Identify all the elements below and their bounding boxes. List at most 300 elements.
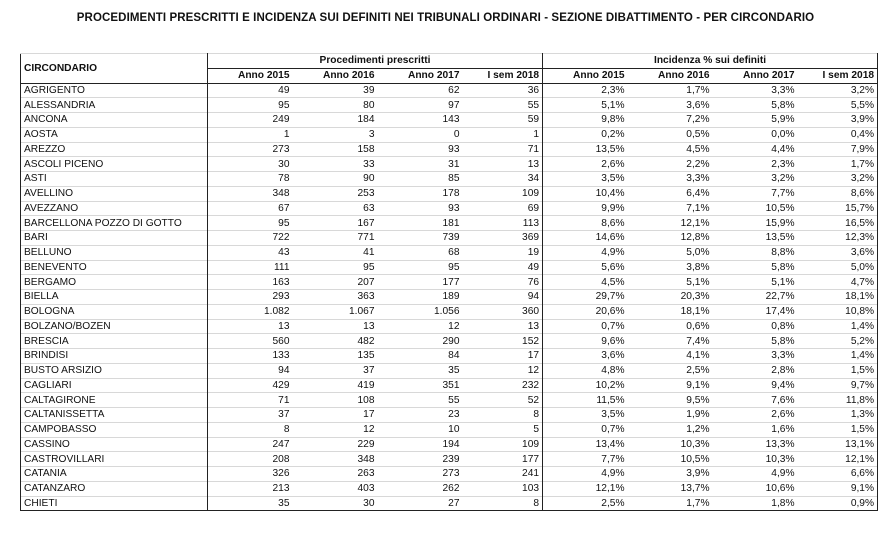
prescritti-2017-cell: 189	[378, 290, 463, 305]
prescritti-2015-cell: 94	[208, 363, 293, 378]
incidenza-isem2018-cell: 0,4%	[798, 127, 878, 142]
prescritti-isem2018-cell: 69	[463, 201, 543, 216]
incidenza-2016-cell: 6,4%	[628, 186, 713, 201]
circondario-cell: ASCOLI PICENO	[21, 157, 208, 172]
prescritti-2016-cell: 41	[293, 245, 378, 260]
prescritti-2016-cell: 363	[293, 290, 378, 305]
incidenza-2016-cell: 10,3%	[628, 437, 713, 452]
incidenza-2017-cell: 8,8%	[713, 245, 798, 260]
prescritti-2015-cell: 49	[208, 83, 293, 98]
incidenza-2015-cell: 3,6%	[543, 349, 628, 364]
circondario-cell: BRESCIA	[21, 334, 208, 349]
prescritti-2017-cell: 739	[378, 231, 463, 246]
data-table	[20, 53, 878, 511]
incidenza-2016-cell: 0,6%	[628, 319, 713, 334]
table-row	[21, 186, 878, 201]
incidenza-2016-cell: 9,1%	[628, 378, 713, 393]
prescritti-isem2018-cell: 8	[463, 496, 543, 511]
circondario-cell: AVEZZANO	[21, 201, 208, 216]
incidenza-2015-cell: 8,6%	[543, 216, 628, 231]
incidenza-2015-cell: 5,1%	[543, 98, 628, 113]
table-row	[21, 481, 878, 496]
incidenza-isem2018-cell: 6,6%	[798, 467, 878, 482]
prescritti-2016-cell: 13	[293, 319, 378, 334]
prescritti-isem2018-cell: 177	[463, 452, 543, 467]
prescritti-2016-cell: 30	[293, 496, 378, 511]
prescritti-2017-cell: 177	[378, 275, 463, 290]
table-row	[21, 290, 878, 305]
incidenza-2016-cell: 7,4%	[628, 334, 713, 349]
prescritti-isem2018-cell: 12	[463, 363, 543, 378]
prescritti-2017-cell: 273	[378, 467, 463, 482]
circondario-cell: BENEVENTO	[21, 260, 208, 275]
circondario-cell: BUSTO ARSIZIO	[21, 363, 208, 378]
prescritti-2017-cell: 181	[378, 216, 463, 231]
incidenza-2017-cell: 5,8%	[713, 260, 798, 275]
prescritti-2017-cell: 68	[378, 245, 463, 260]
prescritti-2015-cell: 273	[208, 142, 293, 157]
circondario-cell: CALTAGIRONE	[21, 393, 208, 408]
prescritti-isem2018-cell: 1	[463, 127, 543, 142]
incidenza-isem2018-cell: 5,2%	[798, 334, 878, 349]
incidenza-2017-cell: 7,6%	[713, 393, 798, 408]
incidenza-2016-cell: 7,2%	[628, 113, 713, 128]
prescritti-2017-cell: 0	[378, 127, 463, 142]
prescritti-2015-cell: 95	[208, 98, 293, 113]
incidenza-isem2018-cell: 0,9%	[798, 496, 878, 511]
incidenza-isem2018-cell: 9,7%	[798, 378, 878, 393]
incidenza-isem2018-cell: 8,6%	[798, 186, 878, 201]
circondario-cell: BARCELLONA POZZO DI GOTTO	[21, 216, 208, 231]
prescritti-2017-cell: 85	[378, 172, 463, 187]
circondario-cell: ANCONA	[21, 113, 208, 128]
incidenza-2017-cell: 3,3%	[713, 349, 798, 364]
table-row	[21, 98, 878, 113]
incidenza-2016-cell: 20,3%	[628, 290, 713, 305]
incidenza-2017-cell: 10,5%	[713, 201, 798, 216]
incidenza-2017-cell: 13,3%	[713, 437, 798, 452]
prescritti-2017-cell: 55	[378, 393, 463, 408]
prescritti-isem2018-cell: 369	[463, 231, 543, 246]
incidenza-isem2018-cell: 4,7%	[798, 275, 878, 290]
prescritti-2017-cell: 239	[378, 452, 463, 467]
incidenza-2016-cell: 9,5%	[628, 393, 713, 408]
prescritti-2016-cell: 419	[293, 378, 378, 393]
incidenza-isem2018-cell: 1,3%	[798, 408, 878, 423]
prescritti-isem2018-cell: 17	[463, 349, 543, 364]
incidenza-isem2018-cell: 1,5%	[798, 363, 878, 378]
prescritti-2017-cell: 23	[378, 408, 463, 423]
prescritti-isem2018-cell: 109	[463, 186, 543, 201]
incidenza-2016-cell: 3,8%	[628, 260, 713, 275]
incidenza-2015-cell: 20,6%	[543, 304, 628, 319]
prescritti-2017-cell: 351	[378, 378, 463, 393]
incidenza-2015-cell: 12,1%	[543, 481, 628, 496]
incidenza-2017-cell: 4,4%	[713, 142, 798, 157]
prescritti-2016-cell: 263	[293, 467, 378, 482]
prescritti-2015-cell: 429	[208, 378, 293, 393]
prescritti-2015-cell: 326	[208, 467, 293, 482]
circondario-cell: AGRIGENTO	[21, 83, 208, 98]
table-row	[21, 319, 878, 334]
prescritti-2016-cell: 37	[293, 363, 378, 378]
incidenza-2017-cell: 2,6%	[713, 408, 798, 423]
table-row	[21, 142, 878, 157]
incidenza-2017-cell: 5,9%	[713, 113, 798, 128]
circondario-cell: AOSTA	[21, 127, 208, 142]
prescritti-2016-cell: 95	[293, 260, 378, 275]
table-row	[21, 363, 878, 378]
header-group-prescritti: Procedimenti prescritti	[208, 54, 543, 69]
incidenza-2016-cell: 12,8%	[628, 231, 713, 246]
prescritti-2015-cell: 111	[208, 260, 293, 275]
incidenza-2017-cell: 5,1%	[713, 275, 798, 290]
incidenza-2016-cell: 13,7%	[628, 481, 713, 496]
prescritti-2016-cell: 33	[293, 157, 378, 172]
incidenza-isem2018-cell: 13,1%	[798, 437, 878, 452]
prescritti-2015-cell: 8	[208, 422, 293, 437]
prescritti-2015-cell: 247	[208, 437, 293, 452]
prescritti-isem2018-cell: 52	[463, 393, 543, 408]
prescritti-2016-cell: 17	[293, 408, 378, 423]
incidenza-2015-cell: 13,5%	[543, 142, 628, 157]
prescritti-2016-cell: 482	[293, 334, 378, 349]
table-row	[21, 378, 878, 393]
incidenza-isem2018-cell: 3,6%	[798, 245, 878, 260]
header-incidenza-2015: Anno 2015	[543, 68, 628, 83]
prescritti-isem2018-cell: 113	[463, 216, 543, 231]
incidenza-isem2018-cell: 5,5%	[798, 98, 878, 113]
prescritti-isem2018-cell: 103	[463, 481, 543, 496]
prescritti-2015-cell: 133	[208, 349, 293, 364]
prescritti-2016-cell: 158	[293, 142, 378, 157]
prescritti-2015-cell: 293	[208, 290, 293, 305]
prescritti-2016-cell: 229	[293, 437, 378, 452]
incidenza-isem2018-cell: 9,1%	[798, 481, 878, 496]
table-row	[21, 260, 878, 275]
incidenza-2017-cell: 4,9%	[713, 467, 798, 482]
prescritti-2017-cell: 10	[378, 422, 463, 437]
circondario-cell: ASTI	[21, 172, 208, 187]
incidenza-2015-cell: 0,2%	[543, 127, 628, 142]
incidenza-2016-cell: 2,2%	[628, 157, 713, 172]
table-row	[21, 467, 878, 482]
prescritti-2015-cell: 208	[208, 452, 293, 467]
prescritti-isem2018-cell: 59	[463, 113, 543, 128]
header-prescritti-2017: Anno 2017	[378, 68, 463, 83]
prescritti-2017-cell: 143	[378, 113, 463, 128]
incidenza-2015-cell: 2,5%	[543, 496, 628, 511]
incidenza-2015-cell: 3,5%	[543, 408, 628, 423]
circondario-cell: CALTANISSETTA	[21, 408, 208, 423]
prescritti-2016-cell: 90	[293, 172, 378, 187]
prescritti-2017-cell: 290	[378, 334, 463, 349]
incidenza-isem2018-cell: 3,9%	[798, 113, 878, 128]
incidenza-2015-cell: 10,4%	[543, 186, 628, 201]
table-row	[21, 408, 878, 423]
incidenza-2017-cell: 0,8%	[713, 319, 798, 334]
incidenza-2015-cell: 9,6%	[543, 334, 628, 349]
incidenza-isem2018-cell: 12,1%	[798, 452, 878, 467]
prescritti-2017-cell: 95	[378, 260, 463, 275]
circondario-cell: BARI	[21, 231, 208, 246]
incidenza-2017-cell: 1,8%	[713, 496, 798, 511]
incidenza-2016-cell: 4,5%	[628, 142, 713, 157]
table-row	[21, 157, 878, 172]
incidenza-2017-cell: 5,8%	[713, 98, 798, 113]
incidenza-2017-cell: 17,4%	[713, 304, 798, 319]
incidenza-2015-cell: 4,9%	[543, 245, 628, 260]
incidenza-2017-cell: 0,0%	[713, 127, 798, 142]
prescritti-2017-cell: 262	[378, 481, 463, 496]
circondario-cell: BOLOGNA	[21, 304, 208, 319]
prescritti-2015-cell: 30	[208, 157, 293, 172]
table-row	[21, 422, 878, 437]
table-row	[21, 349, 878, 364]
circondario-cell: CATANZARO	[21, 481, 208, 496]
header-incidenza-2016: Anno 2016	[628, 68, 713, 83]
circondario-cell: BOLZANO/BOZEN	[21, 319, 208, 334]
incidenza-2015-cell: 2,3%	[543, 83, 628, 98]
incidenza-2015-cell: 5,6%	[543, 260, 628, 275]
incidenza-2017-cell: 13,5%	[713, 231, 798, 246]
prescritti-2017-cell: 35	[378, 363, 463, 378]
circondario-cell: BERGAMO	[21, 275, 208, 290]
prescritti-2015-cell: 78	[208, 172, 293, 187]
incidenza-2017-cell: 9,4%	[713, 378, 798, 393]
incidenza-2016-cell: 2,5%	[628, 363, 713, 378]
header-prescritti-isem2018: I sem 2018	[463, 68, 543, 83]
table-row	[21, 83, 878, 98]
header-prescritti-2016: Anno 2016	[293, 68, 378, 83]
incidenza-2016-cell: 5,0%	[628, 245, 713, 260]
prescritti-2016-cell: 253	[293, 186, 378, 201]
incidenza-2017-cell: 2,8%	[713, 363, 798, 378]
prescritti-2017-cell: 84	[378, 349, 463, 364]
prescritti-2015-cell: 249	[208, 113, 293, 128]
incidenza-2015-cell: 4,5%	[543, 275, 628, 290]
incidenza-2015-cell: 29,7%	[543, 290, 628, 305]
header-circondario: CIRCONDARIO	[21, 54, 208, 84]
incidenza-2016-cell: 1,9%	[628, 408, 713, 423]
incidenza-isem2018-cell: 5,0%	[798, 260, 878, 275]
prescritti-isem2018-cell: 232	[463, 378, 543, 393]
circondario-cell: BIELLA	[21, 290, 208, 305]
table-row	[21, 172, 878, 187]
circondario-cell: CASTROVILLARI	[21, 452, 208, 467]
incidenza-2015-cell: 0,7%	[543, 319, 628, 334]
prescritti-isem2018-cell: 76	[463, 275, 543, 290]
circondario-cell: BRINDISI	[21, 349, 208, 364]
prescritti-2017-cell: 93	[378, 142, 463, 157]
incidenza-isem2018-cell: 1,4%	[798, 349, 878, 364]
prescritti-2015-cell: 37	[208, 408, 293, 423]
prescritti-2016-cell: 39	[293, 83, 378, 98]
prescritti-isem2018-cell: 49	[463, 260, 543, 275]
incidenza-2017-cell: 7,7%	[713, 186, 798, 201]
prescritti-2016-cell: 167	[293, 216, 378, 231]
prescritti-2016-cell: 3	[293, 127, 378, 142]
prescritti-2015-cell: 163	[208, 275, 293, 290]
incidenza-2015-cell: 3,5%	[543, 172, 628, 187]
incidenza-2017-cell: 3,2%	[713, 172, 798, 187]
incidenza-2016-cell: 4,1%	[628, 349, 713, 364]
circondario-cell: CATANIA	[21, 467, 208, 482]
prescritti-isem2018-cell: 152	[463, 334, 543, 349]
incidenza-2017-cell: 1,6%	[713, 422, 798, 437]
circondario-cell: ALESSANDRIA	[21, 98, 208, 113]
prescritti-2017-cell: 62	[378, 83, 463, 98]
circondario-cell: CAMPOBASSO	[21, 422, 208, 437]
prescritti-isem2018-cell: 13	[463, 319, 543, 334]
header-group-incidenza: Incidenza % sui definiti	[543, 54, 878, 69]
incidenza-2016-cell: 1,7%	[628, 496, 713, 511]
prescritti-2015-cell: 1.082	[208, 304, 293, 319]
prescritti-2015-cell: 560	[208, 334, 293, 349]
prescritti-2015-cell: 95	[208, 216, 293, 231]
prescritti-2017-cell: 12	[378, 319, 463, 334]
incidenza-2017-cell: 22,7%	[713, 290, 798, 305]
incidenza-2015-cell: 7,7%	[543, 452, 628, 467]
incidenza-isem2018-cell: 1,4%	[798, 319, 878, 334]
table-row	[21, 452, 878, 467]
incidenza-2015-cell: 14,6%	[543, 231, 628, 246]
prescritti-isem2018-cell: 19	[463, 245, 543, 260]
prescritti-2016-cell: 63	[293, 201, 378, 216]
table-row	[21, 113, 878, 128]
prescritti-2017-cell: 178	[378, 186, 463, 201]
circondario-cell: AREZZO	[21, 142, 208, 157]
prescritti-isem2018-cell: 109	[463, 437, 543, 452]
table-row	[21, 201, 878, 216]
incidenza-2016-cell: 3,3%	[628, 172, 713, 187]
prescritti-2017-cell: 27	[378, 496, 463, 511]
prescritti-2016-cell: 348	[293, 452, 378, 467]
incidenza-2016-cell: 5,1%	[628, 275, 713, 290]
incidenza-2017-cell: 3,3%	[713, 83, 798, 98]
prescritti-2016-cell: 207	[293, 275, 378, 290]
header-incidenza-isem2018: I sem 2018	[798, 68, 878, 83]
incidenza-isem2018-cell: 10,8%	[798, 304, 878, 319]
incidenza-2015-cell: 11,5%	[543, 393, 628, 408]
prescritti-2016-cell: 135	[293, 349, 378, 364]
prescritti-2015-cell: 67	[208, 201, 293, 216]
prescritti-isem2018-cell: 241	[463, 467, 543, 482]
prescritti-2016-cell: 1.067	[293, 304, 378, 319]
table-row	[21, 275, 878, 290]
table-row	[21, 393, 878, 408]
prescritti-isem2018-cell: 360	[463, 304, 543, 319]
incidenza-2016-cell: 1,2%	[628, 422, 713, 437]
incidenza-2017-cell: 5,8%	[713, 334, 798, 349]
prescritti-2017-cell: 194	[378, 437, 463, 452]
incidenza-2016-cell: 3,6%	[628, 98, 713, 113]
prescritti-2017-cell: 31	[378, 157, 463, 172]
incidenza-isem2018-cell: 15,7%	[798, 201, 878, 216]
prescritti-2015-cell: 35	[208, 496, 293, 511]
incidenza-isem2018-cell: 11,8%	[798, 393, 878, 408]
document-title: PROCEDIMENTI PRESCRITTI E INCIDENZA SUI DEFINITI NEI TRIBUNALI ORDINARI - SEZIONE DIBATTIMENTO - PER CIRCONDARIO	[76, 12, 815, 24]
circondario-cell: CAGLIARI	[21, 378, 208, 393]
incidenza-2016-cell: 1,7%	[628, 83, 713, 98]
prescritti-2016-cell: 184	[293, 113, 378, 128]
incidenza-isem2018-cell: 18,1%	[798, 290, 878, 305]
table-row	[21, 245, 878, 260]
incidenza-2016-cell: 7,1%	[628, 201, 713, 216]
table-row	[21, 496, 878, 511]
incidenza-isem2018-cell: 7,9%	[798, 142, 878, 157]
prescritti-2016-cell: 403	[293, 481, 378, 496]
prescritti-2017-cell: 93	[378, 201, 463, 216]
incidenza-2016-cell: 0,5%	[628, 127, 713, 142]
incidenza-2016-cell: 12,1%	[628, 216, 713, 231]
circondario-cell: AVELLINO	[21, 186, 208, 201]
incidenza-2016-cell: 10,5%	[628, 452, 713, 467]
incidenza-isem2018-cell: 3,2%	[798, 172, 878, 187]
header-incidenza-2017: Anno 2017	[713, 68, 798, 83]
incidenza-isem2018-cell: 16,5%	[798, 216, 878, 231]
incidenza-2015-cell: 4,9%	[543, 467, 628, 482]
incidenza-2015-cell: 13,4%	[543, 437, 628, 452]
table-row	[21, 231, 878, 246]
prescritti-2015-cell: 71	[208, 393, 293, 408]
prescritti-2015-cell: 1	[208, 127, 293, 142]
prescritti-2015-cell: 43	[208, 245, 293, 260]
incidenza-isem2018-cell: 12,3%	[798, 231, 878, 246]
prescritti-2016-cell: 80	[293, 98, 378, 113]
prescritti-2017-cell: 97	[378, 98, 463, 113]
incidenza-2017-cell: 2,3%	[713, 157, 798, 172]
incidenza-2017-cell: 10,3%	[713, 452, 798, 467]
prescritti-isem2018-cell: 8	[463, 408, 543, 423]
prescritti-2015-cell: 213	[208, 481, 293, 496]
incidenza-isem2018-cell: 1,7%	[798, 157, 878, 172]
incidenza-2017-cell: 15,9%	[713, 216, 798, 231]
incidenza-2015-cell: 10,2%	[543, 378, 628, 393]
table-body	[21, 83, 878, 511]
table-row	[21, 437, 878, 452]
table-row	[21, 304, 878, 319]
prescritti-2016-cell: 12	[293, 422, 378, 437]
header-prescritti-2015: Anno 2015	[208, 68, 293, 83]
incidenza-2015-cell: 4,8%	[543, 363, 628, 378]
incidenza-2016-cell: 3,9%	[628, 467, 713, 482]
prescritti-isem2018-cell: 94	[463, 290, 543, 305]
prescritti-2015-cell: 722	[208, 231, 293, 246]
prescritti-2016-cell: 771	[293, 231, 378, 246]
prescritti-isem2018-cell: 71	[463, 142, 543, 157]
prescritti-2015-cell: 13	[208, 319, 293, 334]
incidenza-isem2018-cell: 3,2%	[798, 83, 878, 98]
prescritti-2016-cell: 108	[293, 393, 378, 408]
incidenza-2015-cell: 9,8%	[543, 113, 628, 128]
prescritti-isem2018-cell: 34	[463, 172, 543, 187]
incidenza-2017-cell: 10,6%	[713, 481, 798, 496]
table-row	[21, 334, 878, 349]
incidenza-2015-cell: 2,6%	[543, 157, 628, 172]
prescritti-isem2018-cell: 5	[463, 422, 543, 437]
incidenza-2015-cell: 9,9%	[543, 201, 628, 216]
circondario-cell: CHIETI	[21, 496, 208, 511]
circondario-cell: BELLUNO	[21, 245, 208, 260]
table-row	[21, 127, 878, 142]
incidenza-2016-cell: 18,1%	[628, 304, 713, 319]
prescritti-2017-cell: 1.056	[378, 304, 463, 319]
prescritti-isem2018-cell: 55	[463, 98, 543, 113]
prescritti-2015-cell: 348	[208, 186, 293, 201]
incidenza-isem2018-cell: 1,5%	[798, 422, 878, 437]
prescritti-isem2018-cell: 36	[463, 83, 543, 98]
